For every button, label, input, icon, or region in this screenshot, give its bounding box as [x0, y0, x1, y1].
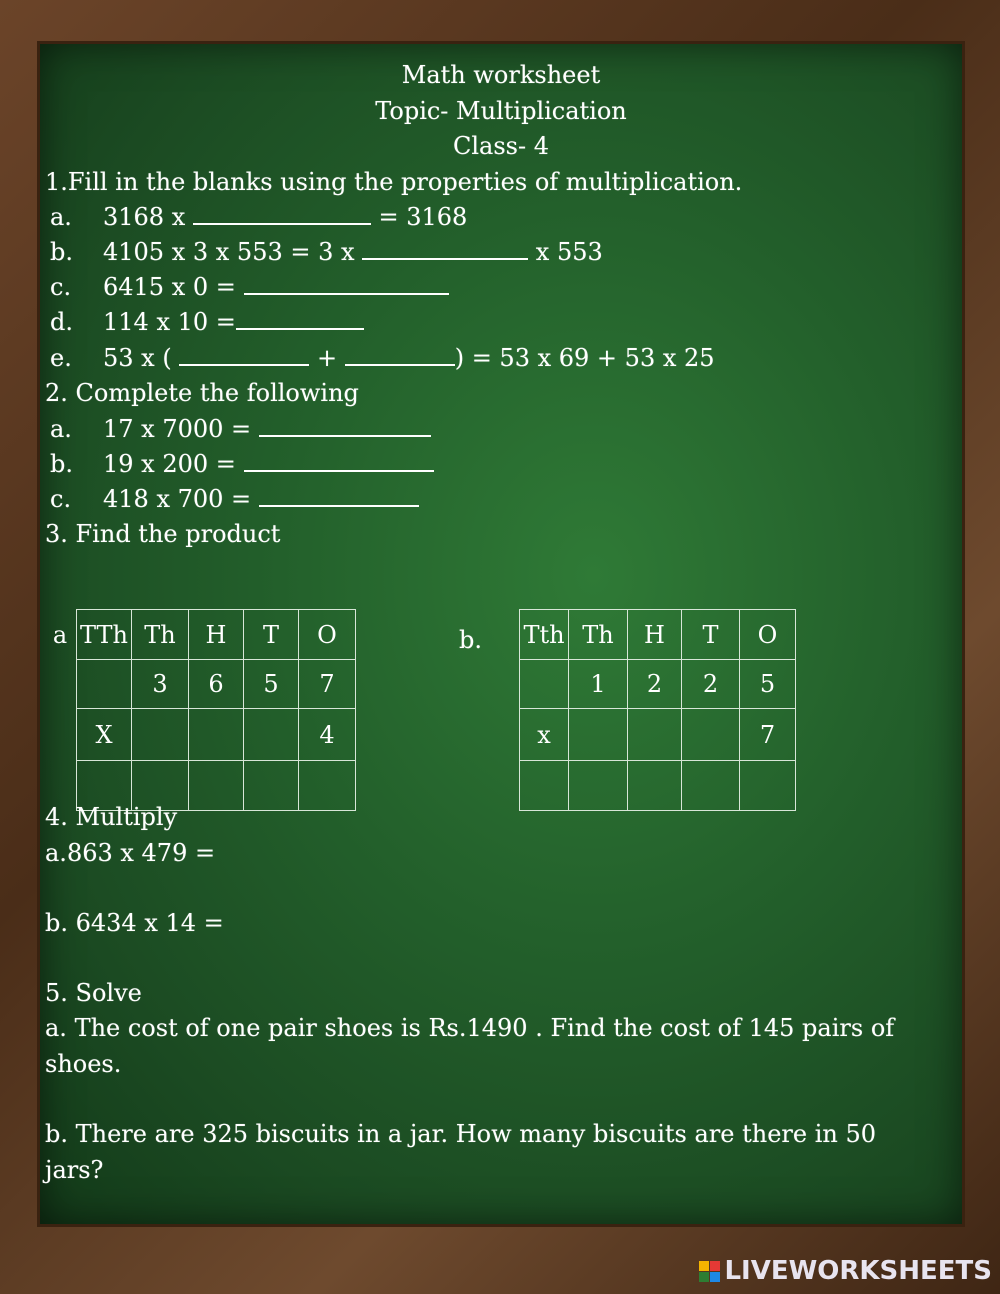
topic-line: Topic- Multiplication [375, 97, 627, 125]
table-a-header-t: T [244, 610, 299, 660]
table-b-cell[interactable] [569, 761, 628, 811]
table-a-label: a [44, 610, 77, 660]
liveworksheets-logo [699, 1258, 992, 1284]
s1-b-after: x 553 [528, 238, 603, 266]
table-b-header-t: T [682, 610, 740, 660]
table-b-cell[interactable] [682, 709, 740, 761]
table-b-cell[interactable] [520, 761, 569, 811]
section1-heading: 1.Fill in the blanks using the properties of multiplication. [45, 168, 743, 196]
table-b-label: b. [459, 626, 482, 654]
s1-a-line [103, 203, 467, 231]
s2-a-line [103, 415, 431, 443]
table-a-cell[interactable] [189, 709, 244, 761]
table-b-cell[interactable] [682, 761, 740, 811]
table-b-row [520, 660, 796, 709]
table-a-cell[interactable] [244, 709, 299, 761]
s1-b-blank[interactable] [362, 238, 528, 260]
s2-a-letter: a. [50, 415, 72, 443]
table-a-cell[interactable] [77, 660, 132, 709]
s1-e-before: 53 x ( [103, 344, 180, 372]
s1-d-blank[interactable] [236, 308, 364, 330]
section4-heading: 4. Multiply [45, 803, 178, 831]
table-a-header-o: O [299, 610, 356, 660]
table-b-cell[interactable] [520, 660, 569, 709]
s1-a-before: 3168 x [103, 203, 193, 231]
s2-b-letter: b. [50, 450, 73, 478]
table-b-cell[interactable] [569, 709, 628, 761]
s2-a-blank[interactable] [259, 415, 431, 437]
s1-d-letter: d. [50, 308, 73, 336]
table-b-header-row [520, 610, 796, 660]
table-a-cell[interactable] [189, 761, 244, 811]
s1-c-line [103, 273, 449, 301]
s2-a-text: 17 x 7000 = [103, 415, 259, 443]
table-b-cell[interactable] [628, 761, 682, 811]
s2-c-text: 418 x 700 = [103, 485, 259, 513]
table-a-cell[interactable] [299, 761, 356, 811]
s2-c-letter: c. [50, 485, 72, 513]
s1-d-line [103, 308, 364, 336]
place-value-table-a [44, 609, 356, 811]
table-b-cell[interactable]: 2 [628, 660, 682, 709]
table-b-header-h: H [628, 610, 682, 660]
table-a-header-tth: TTh [77, 610, 132, 660]
table-a-cell[interactable] [132, 709, 189, 761]
table-a-cell[interactable]: 6 [189, 660, 244, 709]
table-b-header-th: Th [569, 610, 628, 660]
table-b-header-tth: Tth [520, 610, 569, 660]
s1-b-line [103, 238, 603, 266]
s1-e-letter: e. [50, 344, 72, 372]
table-b-cell[interactable] [628, 709, 682, 761]
s1-a-letter: a. [50, 203, 72, 231]
s1-a-after: = 3168 [370, 203, 468, 231]
chalkboard [40, 44, 962, 1224]
s1-b-letter: b. [50, 238, 73, 266]
table-b-row [520, 761, 796, 811]
s5-a-line1: a. The cost of one pair shoes is Rs.1490 . Find the cost of 145 pairs of [45, 1014, 895, 1042]
table-b-cell[interactable]: 7 [740, 709, 796, 761]
s1-c-before: 6415 x 0 = [103, 273, 244, 301]
table-a-row [44, 660, 356, 709]
table-a-header-th: Th [132, 610, 189, 660]
s5-a-line2: shoes. [45, 1050, 122, 1078]
class-line: Class- 4 [453, 132, 549, 160]
s1-e-blank-1[interactable] [179, 344, 309, 366]
s2-b-text: 19 x 200 = [103, 450, 244, 478]
s1-e-line [103, 344, 715, 372]
s2-c-blank[interactable] [259, 485, 419, 507]
table-a-row [44, 709, 356, 761]
s1-c-letter: c. [50, 273, 72, 301]
s4-b-line: b. 6434 x 14 = [45, 909, 224, 937]
s1-d-before: 114 x 10 = [103, 308, 236, 336]
table-b-cell[interactable]: 2 [682, 660, 740, 709]
table-a-header-row [44, 610, 356, 660]
s1-e-after: ) = 53 x 69 + 53 x 25 [454, 344, 715, 372]
table-a-cell[interactable]: 3 [132, 660, 189, 709]
table-b-row [520, 709, 796, 761]
table-b-cell[interactable]: 1 [569, 660, 628, 709]
s2-b-line [103, 450, 434, 478]
table-b-header-o: O [740, 610, 796, 660]
section2-heading: 2. Complete the following [45, 379, 359, 407]
s1-e-mid: + [309, 344, 345, 372]
section3-heading: 3. Find the product [45, 520, 281, 548]
section5-heading: 5. Solve [45, 979, 142, 1007]
table-a-cell[interactable] [244, 761, 299, 811]
s1-e-blank-2[interactable] [345, 344, 455, 366]
s1-a-blank[interactable] [193, 203, 371, 225]
s5-b-line1: b. There are 325 biscuits in a jar. How many biscuits are there in 50 [45, 1120, 877, 1148]
table-a-cell[interactable]: X [77, 709, 132, 761]
s1-c-blank[interactable] [244, 273, 449, 295]
table-a-header-h: H [189, 610, 244, 660]
worksheet-title: Math worksheet [401, 61, 601, 89]
logo-squares-icon [699, 1261, 720, 1282]
table-b-cell[interactable]: x [520, 709, 569, 761]
s2-c-line [103, 485, 419, 513]
table-a-cell[interactable]: 7 [299, 660, 356, 709]
logo-text: LIVEWORKSHEETS [724, 1256, 992, 1286]
place-value-table-b [519, 609, 796, 811]
table-b-cell[interactable]: 5 [740, 660, 796, 709]
table-a-cell[interactable]: 4 [299, 709, 356, 761]
table-a-cell[interactable]: 5 [244, 660, 299, 709]
s4-a-line: a.863 x 479 = [45, 839, 216, 867]
table-b-cell[interactable] [740, 761, 796, 811]
s1-b-before: 4105 x 3 x 553 = 3 x [103, 238, 363, 266]
s2-b-blank[interactable] [244, 450, 434, 472]
s5-b-line2: jars? [45, 1156, 104, 1184]
